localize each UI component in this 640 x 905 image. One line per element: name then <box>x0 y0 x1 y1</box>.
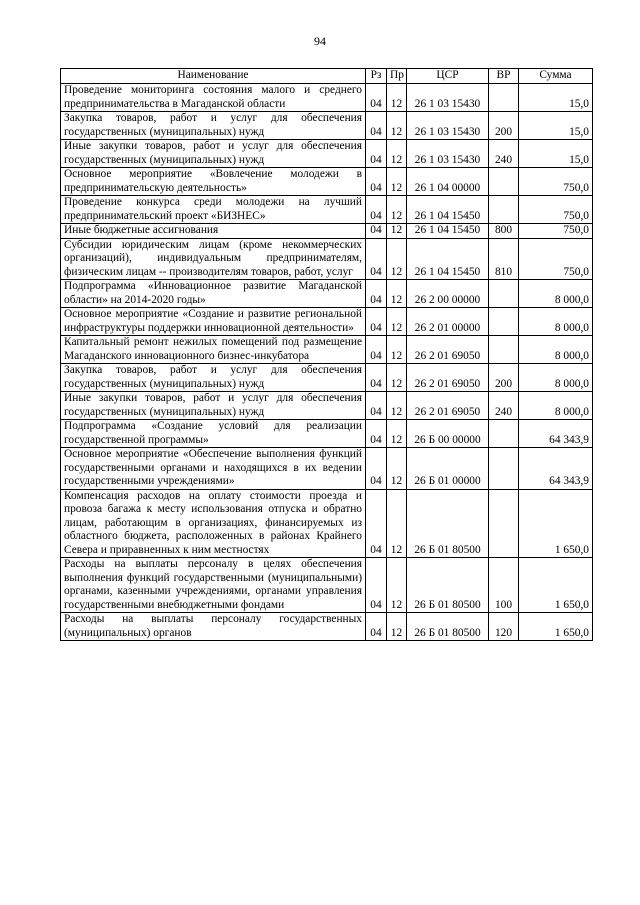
cell-pr: 12 <box>387 84 407 112</box>
cell-sum: 8 000,0 <box>519 392 593 420</box>
cell-rz: 04 <box>366 224 387 239</box>
cell-vr <box>489 168 519 196</box>
cell-pr: 12 <box>387 112 407 140</box>
cell-csr: 26 1 03 15430 <box>407 84 489 112</box>
table-row <box>61 336 593 364</box>
cell-name: Закупка товаров, работ и услуг для обеспечения государственных (муниципальных) нужд <box>61 364 366 392</box>
cell-vr: 240 <box>489 140 519 168</box>
cell-pr: 12 <box>387 224 407 239</box>
cell-csr: 26 Б 00 00000 <box>407 420 489 448</box>
cell-rz: 04 <box>366 238 387 280</box>
cell-rz: 04 <box>366 308 387 336</box>
cell-pr: 12 <box>387 280 407 308</box>
cell-vr: 200 <box>489 112 519 140</box>
cell-csr: 26 2 01 00000 <box>407 308 489 336</box>
cell-vr: 810 <box>489 238 519 280</box>
cell-vr <box>489 448 519 490</box>
cell-vr <box>489 196 519 224</box>
cell-pr: 12 <box>387 364 407 392</box>
cell-csr: 26 Б 01 80500 <box>407 558 489 613</box>
cell-vr <box>489 280 519 308</box>
cell-vr <box>489 308 519 336</box>
cell-sum: 8 000,0 <box>519 308 593 336</box>
cell-rz: 04 <box>366 168 387 196</box>
cell-name: Капитальный ремонт нежилых помещений под размещение Магаданского инновационного бизнес-инкубатора <box>61 336 366 364</box>
cell-rz: 04 <box>366 84 387 112</box>
cell-name: Основное мероприятие «Вовлечение молодежи в предпринимательскую деятельность» <box>61 168 366 196</box>
cell-vr <box>489 336 519 364</box>
cell-vr <box>489 489 519 558</box>
cell-name: Закупка товаров, работ и услуг для обеспечения государственных (муниципальных) нужд <box>61 112 366 140</box>
cell-csr: 26 1 04 15450 <box>407 238 489 280</box>
header-sum: Сумма <box>519 69 593 84</box>
table-row <box>61 558 593 613</box>
table-row <box>61 392 593 420</box>
cell-csr: 26 1 04 15450 <box>407 224 489 239</box>
cell-pr: 12 <box>387 448 407 490</box>
cell-sum: 8 000,0 <box>519 364 593 392</box>
header-pr: Пр <box>387 69 407 84</box>
cell-rz: 04 <box>366 336 387 364</box>
cell-sum: 750,0 <box>519 224 593 239</box>
cell-vr <box>489 420 519 448</box>
table-row <box>61 280 593 308</box>
budget-table <box>60 68 593 641</box>
cell-name: Подпрограмма «Создание условий для реализации государственной программы» <box>61 420 366 448</box>
cell-name: Проведение конкурса среди молодежи на лучший предпринимательский проект «БИЗНЕС» <box>61 196 366 224</box>
cell-name: Иные закупки товаров, работ и услуг для обеспечения государственных (муниципальных) нужд <box>61 392 366 420</box>
cell-csr: 26 1 04 00000 <box>407 168 489 196</box>
table-row <box>61 168 593 196</box>
cell-name: Расходы на выплаты персоналу государственных (муниципальных) органов <box>61 613 366 641</box>
header-vr: ВР <box>489 69 519 84</box>
cell-csr: 26 Б 01 80500 <box>407 613 489 641</box>
cell-csr: 26 Б 01 80500 <box>407 489 489 558</box>
cell-pr: 12 <box>387 238 407 280</box>
table-row <box>61 613 593 641</box>
cell-vr: 200 <box>489 364 519 392</box>
cell-sum: 15,0 <box>519 140 593 168</box>
cell-sum: 1 650,0 <box>519 613 593 641</box>
cell-name: Основное мероприятие «Создание и развитие региональной инфраструктуры поддержки инновационной деятельности» <box>61 308 366 336</box>
cell-rz: 04 <box>366 489 387 558</box>
cell-rz: 04 <box>366 364 387 392</box>
table-row <box>61 196 593 224</box>
cell-name: Расходы на выплаты персоналу в целях обеспечения выполнения функций государственными (муниципальными) органами, казенными учреждениями, органами управления государственными внебюджетными фондами <box>61 558 366 613</box>
cell-vr: 120 <box>489 613 519 641</box>
cell-csr: 26 2 00 00000 <box>407 280 489 308</box>
cell-sum: 8 000,0 <box>519 336 593 364</box>
cell-name: Иные закупки товаров, работ и услуг для обеспечения государственных (муниципальных) нужд <box>61 140 366 168</box>
table-header-row <box>61 69 593 84</box>
cell-sum: 1 650,0 <box>519 489 593 558</box>
cell-csr: 26 2 01 69050 <box>407 364 489 392</box>
cell-pr: 12 <box>387 168 407 196</box>
cell-name: Проведение мониторинга состояния малого и среднего предпринимательства в Магаданской области <box>61 84 366 112</box>
table-row <box>61 364 593 392</box>
cell-pr: 12 <box>387 140 407 168</box>
cell-name: Основное мероприятие «Обеспечение выполнения функций государственными органами и находящихся в их ведении государственными учреждениями» <box>61 448 366 490</box>
cell-name: Иные бюджетные ассигнования <box>61 224 366 239</box>
cell-vr: 240 <box>489 392 519 420</box>
header-csr: ЦСР <box>407 69 489 84</box>
cell-csr: 26 1 03 15430 <box>407 140 489 168</box>
table-body <box>61 84 593 641</box>
cell-pr: 12 <box>387 308 407 336</box>
cell-name: Компенсация расходов на оплату стоимости проезда и провоза багажа к месту использования отпуска и обратно лицам, работающим в организациях, финансируемых из областного бюджета, расположенных в районах Крайнего Севера и приравненных к ним местностях <box>61 489 366 558</box>
cell-pr: 12 <box>387 489 407 558</box>
cell-sum: 64 343,9 <box>519 448 593 490</box>
table-row <box>61 308 593 336</box>
cell-vr <box>489 84 519 112</box>
table-row <box>61 84 593 112</box>
cell-pr: 12 <box>387 558 407 613</box>
table-row <box>61 489 593 558</box>
cell-csr: 26 2 01 69050 <box>407 392 489 420</box>
cell-vr: 800 <box>489 224 519 239</box>
table-row <box>61 224 593 239</box>
header-rz: Рз <box>366 69 387 84</box>
cell-vr: 100 <box>489 558 519 613</box>
cell-rz: 04 <box>366 448 387 490</box>
cell-sum: 15,0 <box>519 112 593 140</box>
cell-csr: 26 1 03 15430 <box>407 112 489 140</box>
cell-pr: 12 <box>387 196 407 224</box>
cell-rz: 04 <box>366 112 387 140</box>
cell-pr: 12 <box>387 336 407 364</box>
table-row <box>61 448 593 490</box>
table-row <box>61 140 593 168</box>
cell-sum: 750,0 <box>519 196 593 224</box>
cell-name: Субсидии юридическим лицам (кроме некоммерческих организаций), индивидуальным предпринимателям, физическим лицам -- производителям товаров, работ, услуг <box>61 238 366 280</box>
cell-rz: 04 <box>366 558 387 613</box>
cell-csr: 26 2 01 69050 <box>407 336 489 364</box>
table-row <box>61 238 593 280</box>
cell-sum: 15,0 <box>519 84 593 112</box>
cell-rz: 04 <box>366 420 387 448</box>
cell-sum: 1 650,0 <box>519 558 593 613</box>
cell-sum: 64 343,9 <box>519 420 593 448</box>
cell-pr: 12 <box>387 392 407 420</box>
cell-rz: 04 <box>366 613 387 641</box>
cell-sum: 8 000,0 <box>519 280 593 308</box>
cell-name: Подпрограмма «Инновационное развитие Магаданской области» на 2014-2020 годы» <box>61 280 366 308</box>
cell-sum: 750,0 <box>519 168 593 196</box>
header-name: Наименование <box>61 69 366 84</box>
table-row <box>61 112 593 140</box>
cell-pr: 12 <box>387 613 407 641</box>
cell-csr: 26 Б 01 00000 <box>407 448 489 490</box>
page-number: 94 <box>314 34 326 48</box>
cell-sum: 750,0 <box>519 238 593 280</box>
table-row <box>61 420 593 448</box>
cell-rz: 04 <box>366 140 387 168</box>
cell-csr: 26 1 04 15450 <box>407 196 489 224</box>
cell-pr: 12 <box>387 420 407 448</box>
cell-rz: 04 <box>366 392 387 420</box>
cell-rz: 04 <box>366 280 387 308</box>
cell-rz: 04 <box>366 196 387 224</box>
